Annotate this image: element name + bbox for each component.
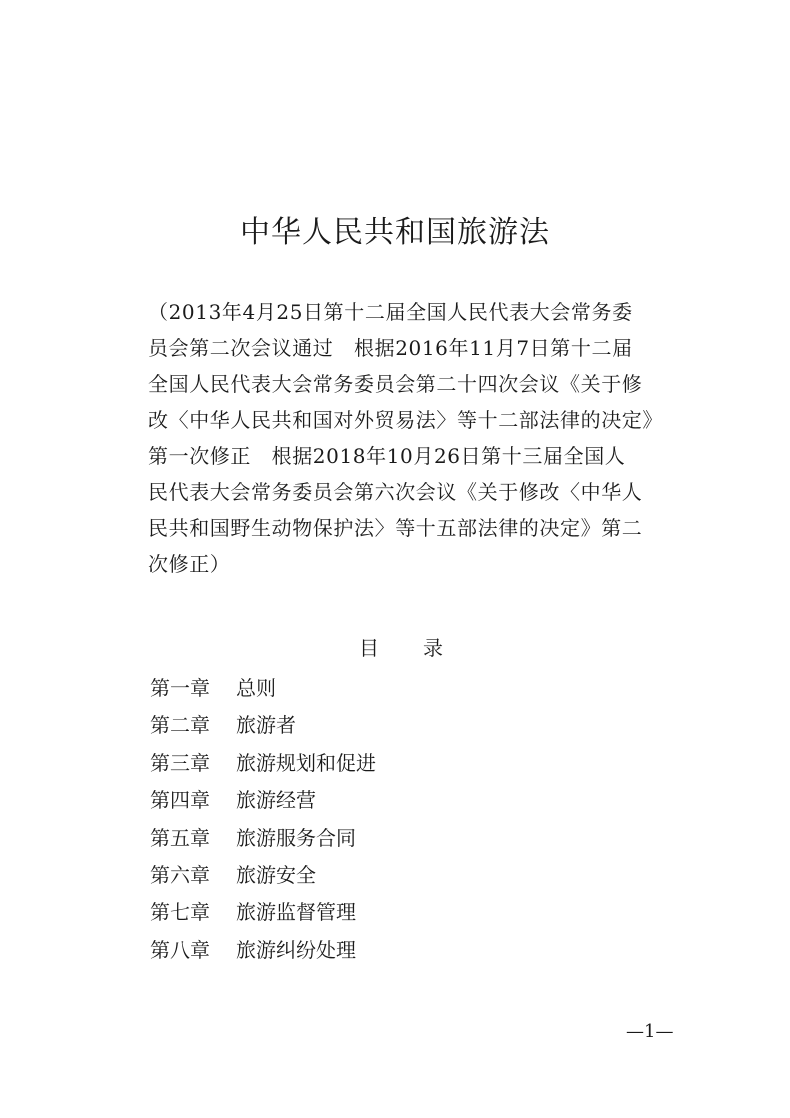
preface-line: 民代表大会常务委员会第六次会议《关于修改〈中华人 <box>148 480 643 504</box>
toc-item <box>150 932 376 969</box>
preface-line: 员会第二次会议通过 根据2016年11月7日第十二届 <box>148 336 633 360</box>
toc-chapter-number: 第七章 <box>150 900 210 925</box>
toc-chapter-number: 第八章 <box>150 937 210 962</box>
toc-item <box>150 894 376 931</box>
toc-chapter-name: 旅游经营 <box>236 788 316 813</box>
preface-line: 全国人民代表大会常务委员会第二十四次会议《关于修 <box>148 372 643 396</box>
preface-line: 改〈中华人民共和国对外贸易法〉等十二部法律的决定》 <box>148 408 663 432</box>
toc-heading-char: 目 <box>359 636 379 660</box>
preface-line: （2013年4月25日第十二届全国人民代表大会常务委 <box>148 300 633 324</box>
toc-chapter-number: 第六章 <box>150 862 210 887</box>
toc-chapter-name: 旅游规划和促进 <box>236 750 376 775</box>
toc-heading <box>359 632 449 664</box>
toc-chapter-number: 第一章 <box>150 676 210 700</box>
toc-chapter-name: 总则 <box>236 676 276 700</box>
toc-item <box>150 707 376 744</box>
toc-heading-char: 录 <box>423 636 443 660</box>
preface-line: 第一次修正 根据2018年10月26日第十三届全国人 <box>148 444 626 468</box>
toc-chapter-number: 第四章 <box>150 788 210 813</box>
table-of-contents <box>150 670 376 969</box>
document-title: 中华人民共和国旅游法 <box>240 215 550 250</box>
toc-chapter-name: 旅游监督管理 <box>236 900 356 925</box>
toc-item <box>150 782 376 819</box>
preface-line: 民共和国野生动物保护法〉等十五部法律的决定》第二 <box>148 516 643 540</box>
toc-chapter-name: 旅游纠纷处理 <box>236 937 356 962</box>
toc-item <box>150 745 376 782</box>
preface-line: 次修正） <box>148 552 231 576</box>
toc-chapter-name: 旅游者 <box>236 713 296 738</box>
toc-chapter-number: 第二章 <box>150 713 210 738</box>
toc-item <box>150 857 376 894</box>
toc-item <box>150 670 376 707</box>
page-number: —1— <box>626 1021 674 1042</box>
toc-chapter-number: 第三章 <box>150 750 210 775</box>
toc-chapter-number: 第五章 <box>150 825 210 850</box>
toc-chapter-name: 旅游安全 <box>236 862 316 887</box>
toc-item <box>150 820 376 857</box>
toc-chapter-name: 旅游服务合同 <box>236 825 356 850</box>
preface <box>148 294 668 582</box>
